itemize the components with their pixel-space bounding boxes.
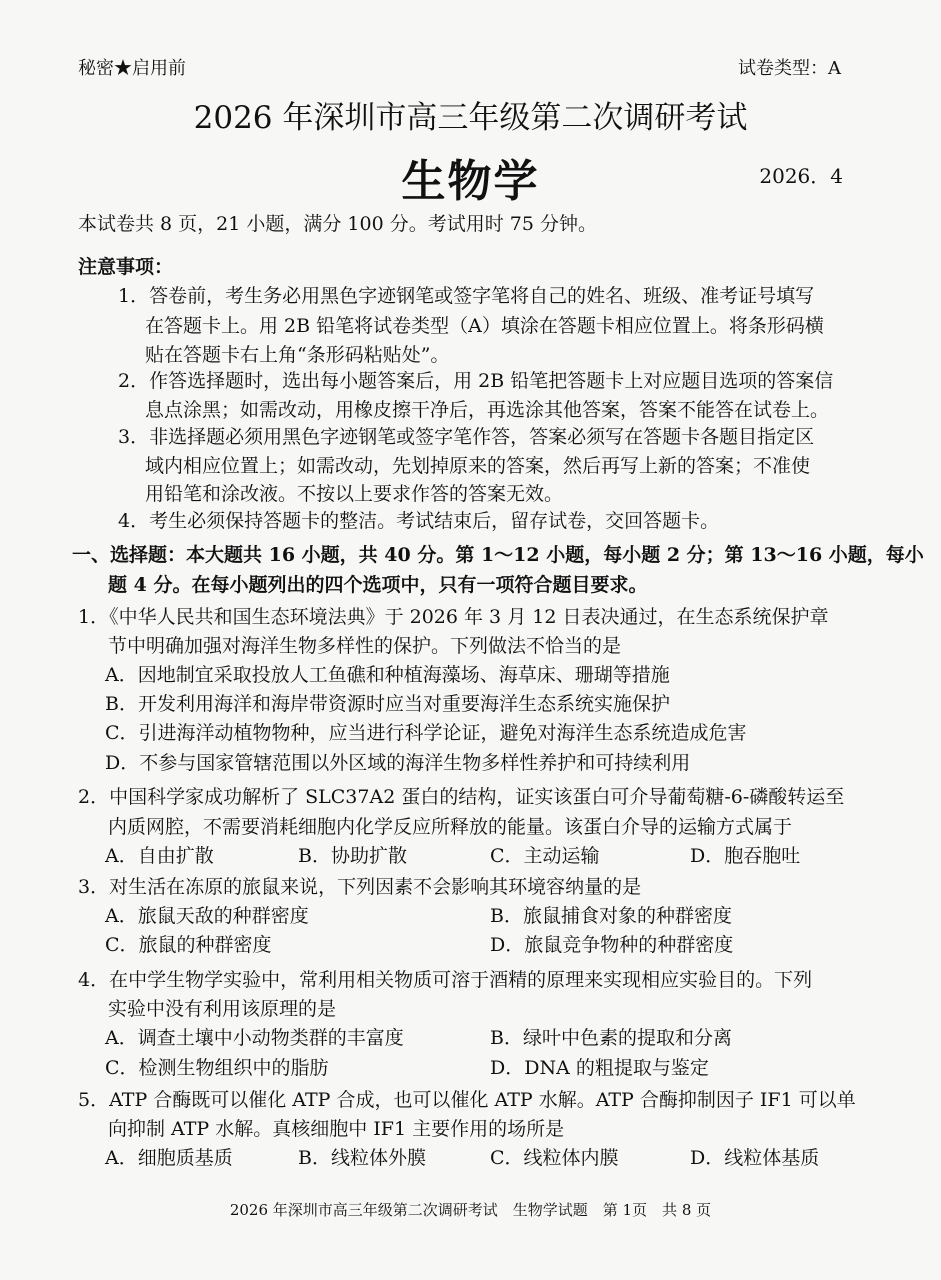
question-5-option: A．细胞质基质 bbox=[105, 1147, 233, 1169]
exam-title: 2026 年深圳市高三年级第二次调研考试 bbox=[193, 100, 748, 136]
question-2-option: C．主动运输 bbox=[490, 845, 600, 867]
note-line: 在答题卡上。用 2B 铅笔将试卷类型（A）填涂在答题卡相应位置上。将条形码横 bbox=[145, 315, 824, 337]
note-line: 贴在答题卡右上角“条形码粘贴处”。 bbox=[145, 344, 450, 366]
exam-date: 2026．4 bbox=[759, 164, 843, 188]
question-3-option: D．旅鼠竞争物种的种群密度 bbox=[490, 934, 734, 956]
question-1-option: C．引进海洋动植物物种，应当进行科学论证，避免对海洋生态系统造成危害 bbox=[105, 722, 747, 744]
note-line: 4．考生必须保持答题卡的整洁。考试结束后，留存试卷，交回答题卡。 bbox=[118, 510, 720, 532]
note-line: 域内相应位置上；如需改动，先划掉原来的答案，然后再写上新的答案；不准使 bbox=[145, 455, 811, 477]
section-heading-cont: 题 4 分。在每小题列出的四个选项中，只有一项符合题目要求。 bbox=[108, 574, 648, 596]
question-4-option: C．检测生物组织中的脂肪 bbox=[105, 1057, 329, 1079]
intro-text: 本试卷共 8 页，21 小题，满分 100 分。考试用时 75 分钟。 bbox=[78, 213, 597, 235]
question-4-option: A．调查土壤中小动物类群的丰富度 bbox=[105, 1027, 404, 1049]
note-line: 2．作答选择题时，选出每小题答案后，用 2B 铅笔把答题卡上对应题目选项的答案信 bbox=[118, 370, 834, 392]
question-1-option: D．不参与国家管辖范围以外区域的海洋生物多样性养护和可持续利用 bbox=[105, 752, 691, 774]
section-heading: 一、选择题：本大题共 16 小题，共 40 分。第 1～12 小题，每小题 2 分；第 13～16 小题，每小 bbox=[72, 544, 924, 566]
question-5-stem: 5．ATP 合酶既可以催化 ATP 合成，也可以催化 ATP 水解。ATP 合酶抑制因子 IF1 可以单 bbox=[78, 1089, 856, 1111]
question-5-option: D．线粒体基质 bbox=[690, 1147, 820, 1169]
question-4-stem: 实验中没有利用该原理的是 bbox=[108, 998, 337, 1020]
secret-label: 秘密★启用前 bbox=[78, 58, 186, 79]
question-1-option: B．开发利用海洋和海岸带资源时应当对重要海洋生态系统实施保护 bbox=[105, 693, 670, 715]
question-5-stem: 向抑制 ATP 水解。真核细胞中 IF1 主要作用的场所是 bbox=[108, 1118, 565, 1140]
paper-type: 试卷类型：A bbox=[738, 58, 841, 79]
note-line: 3．非选择题必须用黑色字迹钢笔或签字笔作答，答案必须写在答题卡各题目指定区 bbox=[118, 426, 815, 448]
question-2-option: B．协助扩散 bbox=[298, 845, 407, 867]
question-2-stem: 内质网腔，不需要消耗细胞内化学反应所释放的能量。该蛋白介导的运输方式属于 bbox=[108, 816, 793, 838]
question-3-option: C．旅鼠的种群密度 bbox=[105, 934, 272, 956]
note-line: 1．答卷前，考生务必用黑色字迹钢笔或签字笔将自己的姓名、班级、准考证号填写 bbox=[118, 285, 815, 307]
question-1-stem: 1．《中华人民共和国生态环境法典》于 2026 年 3 月 12 日表决通过，在生态系统保护章 bbox=[78, 606, 829, 628]
question-1-option: A．因地制宜采取投放人工鱼礁和种植海藻场、海草床、珊瑚等措施 bbox=[105, 664, 670, 686]
page-footer: 2026 年深圳市高三年级第二次调研考试 生物学试题 第 1页 共 8 页 bbox=[229, 1201, 712, 1219]
question-2-option: D．胞吞胞吐 bbox=[690, 845, 801, 867]
question-2-stem: 2．中国科学家成功解析了 SLC37A2 蛋白的结构，证实该蛋白可介导葡萄糖-6-磷酸转运至 bbox=[78, 786, 845, 808]
question-1-stem: 节中明确加强对海洋生物多样性的保护。下列做法不恰当的是 bbox=[108, 635, 622, 657]
question-5-option: C．线粒体内膜 bbox=[490, 1147, 619, 1169]
notes-heading: 注意事项： bbox=[78, 256, 174, 278]
note-line: 用铅笔和涂改液。不按以上要求作答的答案无效。 bbox=[145, 483, 564, 505]
question-3-stem: 3．对生活在冻原的旅鼠来说，下列因素不会影响其环境容纳量的是 bbox=[78, 876, 642, 898]
question-2-option: A．自由扩散 bbox=[105, 845, 214, 867]
question-3-option: B．旅鼠捕食对象的种群密度 bbox=[490, 905, 732, 927]
question-4-stem: 4．在中学生物学实验中，常利用相关物质可溶于酒精的原理来实现相应实验目的。下列 bbox=[78, 969, 813, 991]
note-line: 息点涂黑；如需改动，用橡皮擦干净后，再选涂其他答案，答案不能答在试卷上。 bbox=[145, 399, 830, 421]
question-5-option: B．线粒体外膜 bbox=[298, 1147, 426, 1169]
question-4-option: D．DNA 的粗提取与鉴定 bbox=[490, 1057, 709, 1079]
question-4-option: B．绿叶中色素的提取和分离 bbox=[490, 1027, 732, 1049]
subject-title: 生物学 bbox=[401, 156, 540, 207]
question-3-option: A．旅鼠天敌的种群密度 bbox=[105, 905, 309, 927]
